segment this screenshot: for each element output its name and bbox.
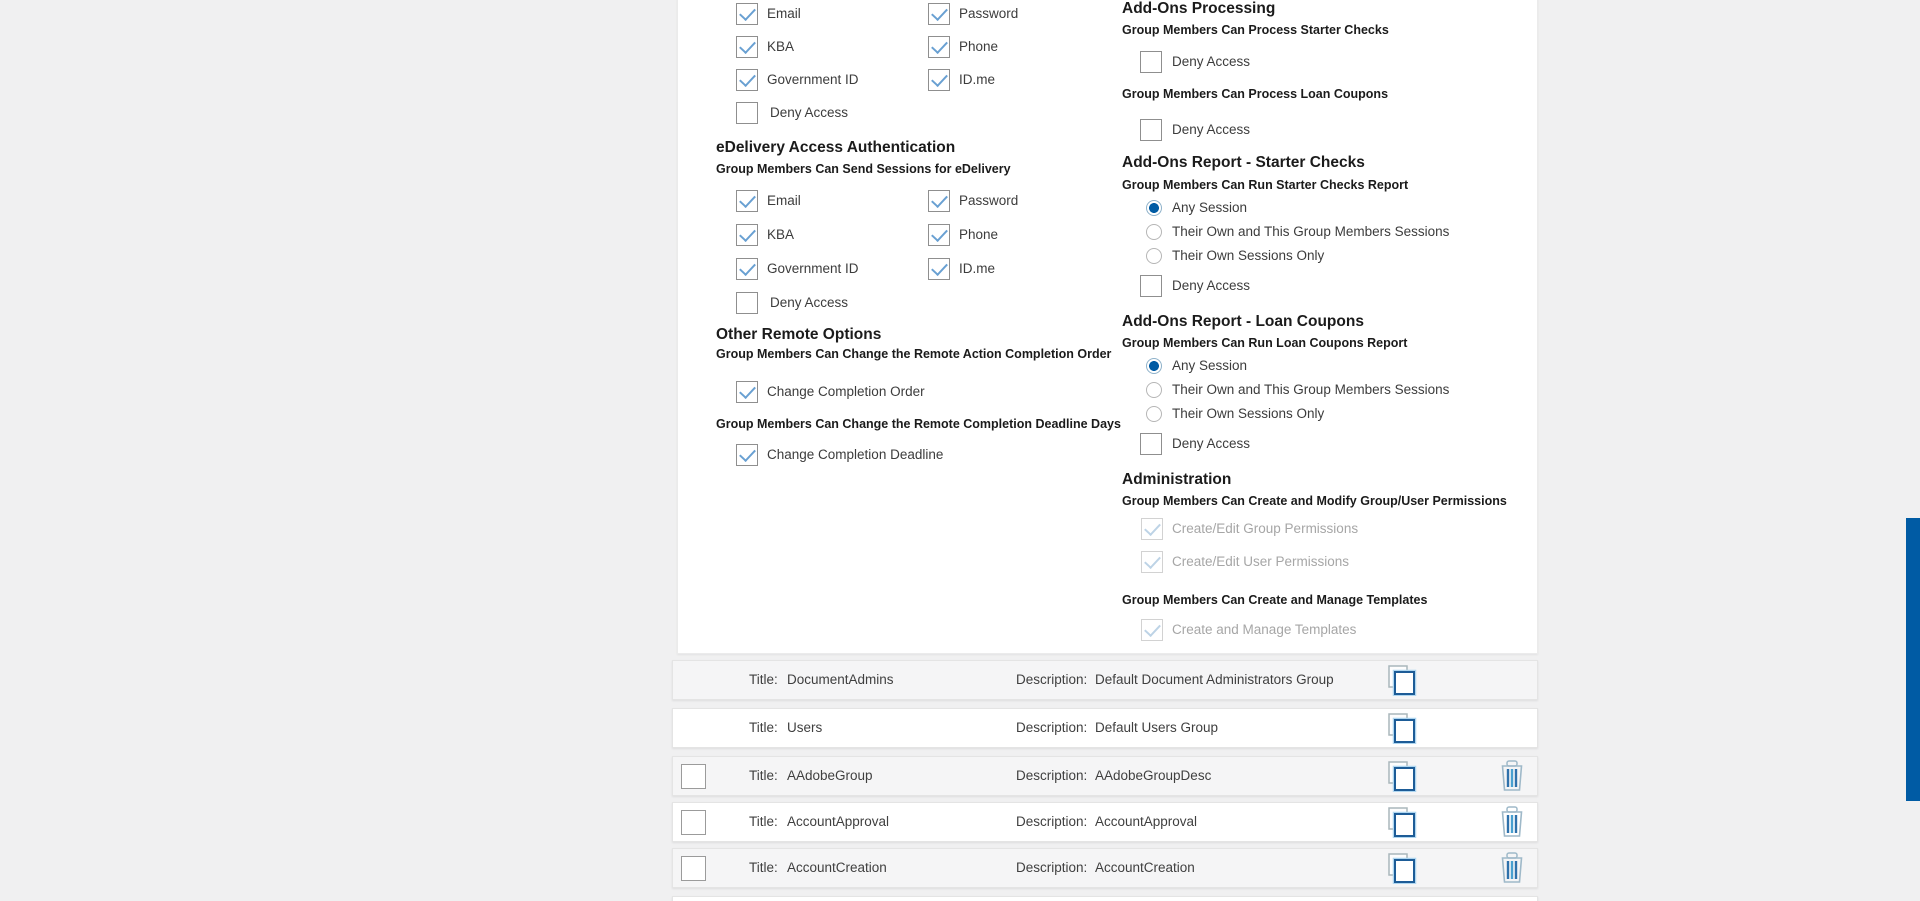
select-group-checkbox[interactable] <box>681 764 706 789</box>
radio-loan-own-sessions-only[interactable] <box>1146 406 1162 422</box>
group-row[interactable] <box>672 660 1538 700</box>
radio-loan-own-and-group-sessions[interactable] <box>1146 382 1162 398</box>
checkbox-create-edit-group-permissions <box>1141 518 1163 540</box>
copy-icon <box>1387 806 1417 838</box>
checkbox-label: KBA <box>767 39 795 54</box>
row-description-label: Description: <box>1016 860 1088 875</box>
checkbox-label: ID.me <box>959 72 996 87</box>
row-description-label: Description: <box>1016 814 1088 829</box>
row-title-label: Title: <box>749 672 778 687</box>
checkbox-label: Government ID <box>767 72 859 87</box>
subheading-modify-group-user-permissions: Group Members Can Create and Modify Group/User Permissions <box>1122 494 1507 508</box>
checkbox-report-loan-deny-access[interactable] <box>1140 433 1162 455</box>
section-heading-administration: Administration <box>1122 471 1232 488</box>
radio-label: Their Own and This Group Members Sessions <box>1172 224 1450 239</box>
radio-loan-any-session[interactable] <box>1146 358 1162 374</box>
checkbox-starter-checks-deny-access[interactable] <box>1140 51 1162 73</box>
checkbox-remote-password[interactable] <box>928 3 950 25</box>
subheading-run-loan-coupons-report: Group Members Can Run Loan Coupons Report <box>1122 336 1408 350</box>
checkbox-label: Government ID <box>767 261 859 276</box>
checkbox-remote-government-id[interactable] <box>736 69 758 91</box>
trash-icon <box>1499 760 1525 792</box>
subheading-process-starter-checks: Group Members Can Process Starter Checks <box>1122 23 1389 37</box>
checkbox-label: Create and Manage Templates <box>1172 622 1357 637</box>
radio-starter-own-and-group-sessions[interactable] <box>1146 224 1162 240</box>
row-title-label: Title: <box>749 860 778 875</box>
row-title-label: Title: <box>749 768 778 783</box>
checkbox-label: Email <box>767 6 801 21</box>
checkbox-label: Deny Access <box>770 295 849 310</box>
group-row[interactable] <box>672 756 1538 796</box>
checkbox-label: ID.me <box>959 261 996 276</box>
checkbox-edelivery-kba[interactable] <box>736 224 758 246</box>
section-heading-report-starter-checks: Add-Ons Report - Starter Checks <box>1122 154 1365 171</box>
radio-label: Any Session <box>1172 200 1248 215</box>
radio-label: Their Own Sessions Only <box>1172 406 1325 421</box>
checkbox-label: Deny Access <box>1172 436 1251 451</box>
trash-icon <box>1499 806 1525 838</box>
row-title-value: DocumentAdmins <box>787 672 894 687</box>
checkbox-label: KBA <box>767 227 795 242</box>
select-group-checkbox[interactable] <box>681 810 706 835</box>
delete-group-button[interactable] <box>1495 806 1529 840</box>
copy-group-button[interactable] <box>1385 806 1419 840</box>
checkbox-label: Create/Edit Group Permissions <box>1172 521 1359 536</box>
checkbox-edelivery-phone[interactable] <box>928 224 950 246</box>
checkbox-label: Deny Access <box>770 105 849 120</box>
row-title-value: Users <box>787 720 823 735</box>
section-heading-report-loan-coupons: Add-Ons Report - Loan Coupons <box>1122 313 1364 330</box>
group-row[interactable] <box>672 848 1538 888</box>
row-description-value: AAdobeGroupDesc <box>1095 768 1212 783</box>
section-heading-edelivery: eDelivery Access Authentication <box>716 139 956 156</box>
checkbox-remote-email[interactable] <box>736 3 758 25</box>
checkbox-edelivery-password[interactable] <box>928 190 950 212</box>
copy-group-button[interactable] <box>1385 852 1419 886</box>
radio-label: Their Own and This Group Members Sessions <box>1172 382 1450 397</box>
row-title-value: AccountApproval <box>787 814 890 829</box>
copy-icon <box>1387 760 1417 792</box>
checkbox-label: Deny Access <box>1172 122 1251 137</box>
copy-group-button[interactable] <box>1385 664 1419 698</box>
group-row[interactable] <box>672 708 1538 748</box>
checkbox-label: Phone <box>959 227 999 242</box>
row-description-value: Default Document Administrators Group <box>1095 672 1334 687</box>
checkbox-create-and-manage-templates <box>1141 619 1163 641</box>
checkbox-label: Deny Access <box>1172 278 1251 293</box>
subheading-change-completion-order: Group Members Can Change the Remote Action Completion Order <box>716 347 1112 361</box>
checkbox-remote-deny-access[interactable] <box>736 102 758 124</box>
checkbox-edelivery-idme[interactable] <box>928 258 950 280</box>
subheading-change-completion-deadline: Group Members Can Change the Remote Completion Deadline Days <box>716 417 1121 431</box>
subheading-create-manage-templates: Group Members Can Create and Manage Templates <box>1122 593 1428 607</box>
checkbox-edelivery-deny-access[interactable] <box>736 292 758 314</box>
checkbox-remote-kba[interactable] <box>736 36 758 58</box>
group-row-partial[interactable] <box>672 896 1538 901</box>
checkbox-edelivery-government-id[interactable] <box>736 258 758 280</box>
delete-group-button[interactable] <box>1495 852 1529 886</box>
checkbox-loan-coupons-deny-access[interactable] <box>1140 119 1162 141</box>
subheading-edelivery-send-sessions: Group Members Can Send Sessions for eDelivery <box>716 162 1011 176</box>
row-description-value: Default Users Group <box>1095 720 1219 735</box>
row-title-value: AAdobeGroup <box>787 768 873 783</box>
checkbox-label: Change Completion Order <box>767 384 925 399</box>
section-heading-addons-processing: Add-Ons Processing <box>1122 0 1276 17</box>
subheading-run-starter-checks-report: Group Members Can Run Starter Checks Report <box>1122 178 1409 192</box>
delete-group-button[interactable] <box>1495 760 1529 794</box>
checkbox-label: Create/Edit User Permissions <box>1172 554 1350 569</box>
checkbox-label: Email <box>767 193 801 208</box>
radio-starter-own-sessions-only[interactable] <box>1146 248 1162 264</box>
section-heading-other-remote: Other Remote Options <box>716 326 882 343</box>
select-group-checkbox[interactable] <box>681 856 706 881</box>
row-description-label: Description: <box>1016 720 1088 735</box>
copy-group-button[interactable] <box>1385 760 1419 794</box>
row-description-label: Description: <box>1016 768 1088 783</box>
copy-icon <box>1387 852 1417 884</box>
checkbox-change-completion-order[interactable] <box>736 381 758 403</box>
group-row[interactable] <box>672 802 1538 842</box>
checkbox-remote-idme[interactable] <box>928 69 950 91</box>
checkbox-report-starter-deny-access[interactable] <box>1140 275 1162 297</box>
copy-icon <box>1387 712 1417 744</box>
trash-icon <box>1499 852 1525 884</box>
checkbox-remote-phone[interactable] <box>928 36 950 58</box>
row-description-value: AccountCreation <box>1095 860 1195 875</box>
checkbox-label: Password <box>959 193 1019 208</box>
subheading-process-loan-coupons: Group Members Can Process Loan Coupons <box>1122 87 1389 101</box>
radio-label: Any Session <box>1172 358 1248 373</box>
checkbox-create-edit-user-permissions <box>1141 551 1163 573</box>
row-title-value: AccountCreation <box>787 860 887 875</box>
checkbox-label: Phone <box>959 39 999 54</box>
copy-icon <box>1387 664 1417 696</box>
row-description-value: AccountApproval <box>1095 814 1198 829</box>
row-title-label: Title: <box>749 720 778 735</box>
row-description-label: Description: <box>1016 672 1088 687</box>
checkbox-edelivery-email[interactable] <box>736 190 758 212</box>
checkbox-label: Change Completion Deadline <box>767 447 944 462</box>
checkbox-change-completion-deadline[interactable] <box>736 444 758 466</box>
vertical-scrollbar-thumb[interactable] <box>1906 518 1920 801</box>
row-title-label: Title: <box>749 814 778 829</box>
copy-group-button[interactable] <box>1385 712 1419 746</box>
checkbox-label: Deny Access <box>1172 54 1251 69</box>
checkbox-label: Password <box>959 6 1019 21</box>
radio-label: Their Own Sessions Only <box>1172 248 1325 263</box>
radio-starter-any-session[interactable] <box>1146 200 1162 216</box>
